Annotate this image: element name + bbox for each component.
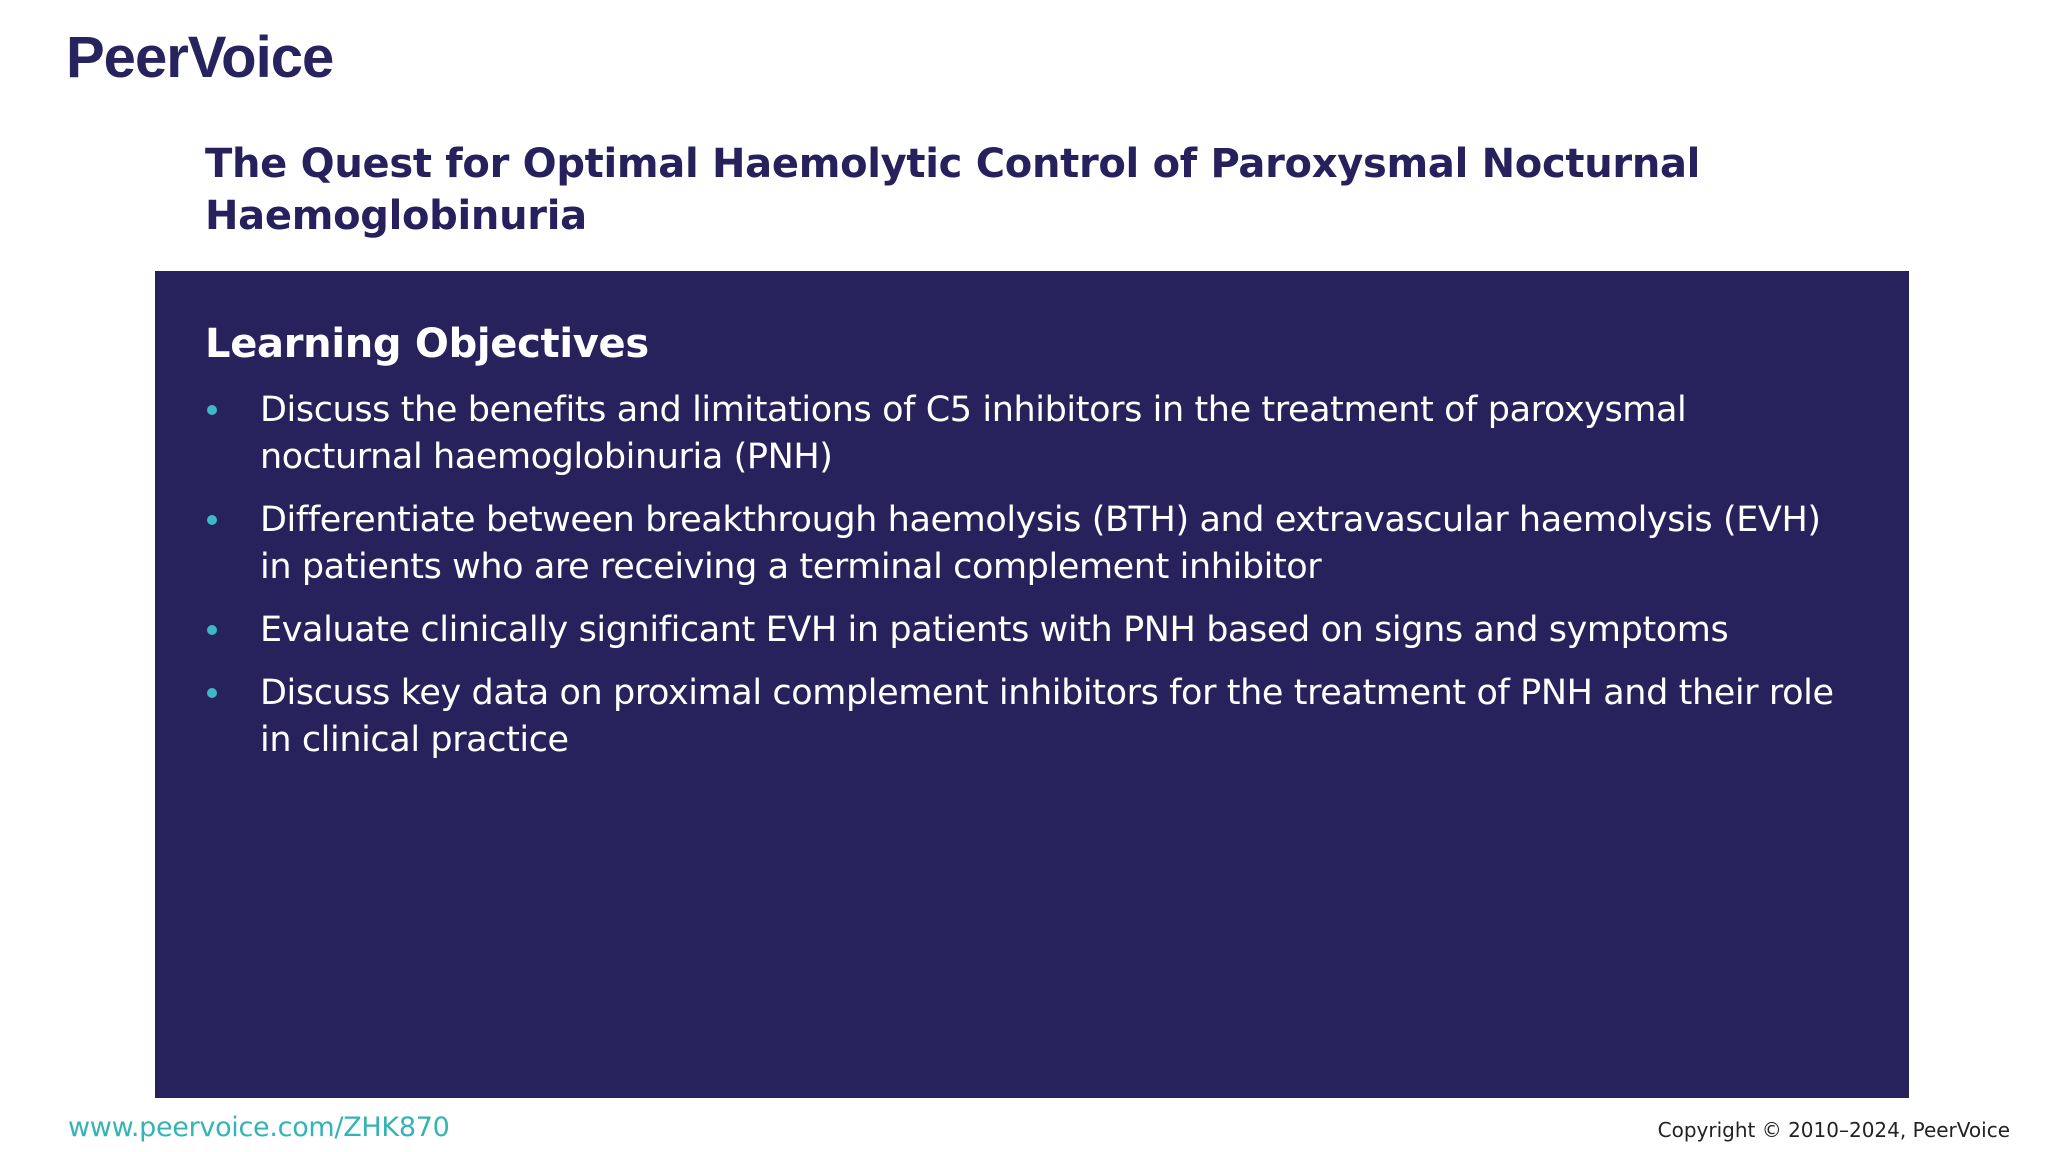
objective-text: Discuss the benefits and limitations of C5 inhibitors in the treatment of paroxysmal nocturnal haemoglobinuria (PNH) <box>260 390 1687 477</box>
objective-item <box>205 670 1845 764</box>
slide-title: The Quest for Optimal Haemolytic Control of Paroxysmal Nocturnal Haemoglobinuria <box>205 141 1701 239</box>
objective-item <box>205 607 1845 654</box>
panel-heading: Learning Objectives <box>205 321 649 367</box>
bullet-icon <box>207 405 217 415</box>
bullet-icon <box>207 625 217 635</box>
objective-text: Differentiate between breakthrough haemolysis (BTH) and extravascular haemolysis (EVH) in patients who are receiving a terminal complement inhibitor <box>260 500 1821 587</box>
learning-objectives-panel <box>155 271 1909 1098</box>
objective-item <box>205 497 1845 591</box>
copyright-notice: Copyright © 2010–2024, PeerVoice <box>1657 1118 2010 1142</box>
footer-url-link[interactable]: www.peervoice.com/ZHK870 <box>68 1112 450 1143</box>
objective-item <box>205 387 1845 481</box>
bullet-icon <box>207 515 217 525</box>
objectives-list <box>205 387 1845 780</box>
objective-text: Evaluate clinically significant EVH in patients with PNH based on signs and symptoms <box>260 610 1729 650</box>
objective-text: Discuss key data on proximal complement inhibitors for the treatment of PNH and their role in clinical practice <box>260 673 1834 760</box>
bullet-icon <box>207 688 217 698</box>
peervoice-logo: PeerVoice <box>66 25 334 90</box>
